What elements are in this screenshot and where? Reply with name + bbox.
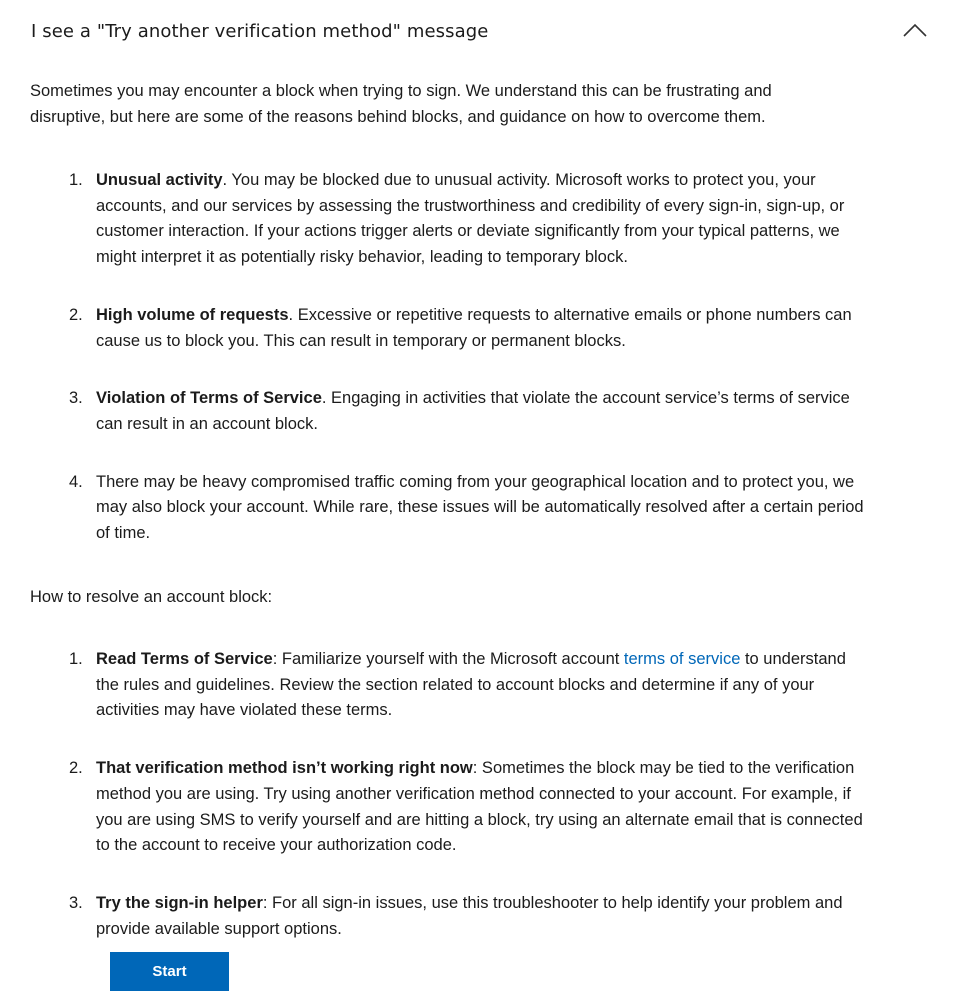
list-item xyxy=(69,891,866,942)
item-heading: Violation of Terms of Service xyxy=(96,389,322,408)
steps-list xyxy=(69,647,866,942)
item-heading: Try the sign-in helper xyxy=(96,893,263,912)
howto-heading: How to resolve an account block: xyxy=(30,588,273,606)
item-heading: Unusual activity xyxy=(96,171,223,189)
list-number: 1. xyxy=(69,650,83,668)
item-text: There may be heavy compromised traffic coming from your geographical location and to protect you, we may also block your account. While rare, these issues will be automatically resolved after a certain period of time. xyxy=(96,472,864,543)
item-text: . You may be blocked due to unusual activity. Microsoft works to protect you, your accounts, and our services by assessing the trustworthiness and credibility of every sign-in, sign-up, or customer interaction. If your actions trigger alerts or deviate significantly from your typical patterns, we might interpret it as potentially risky behavior, leading to temporary block. xyxy=(96,171,845,267)
list-item xyxy=(69,647,866,724)
item-text: : Familiarize yourself with the Microsoft account xyxy=(272,650,624,668)
list-number: 3. xyxy=(69,389,83,408)
list-number: 3. xyxy=(69,893,83,912)
item-text: : Sometimes the block may be tied to the verification method you are using. Try using another verification method connected to your account. For example, if you are using SMS to verify yourself and are hitting a block, try using an alternate email that is connected to the account to receive your authorization code. xyxy=(96,759,863,855)
list-number: 1. xyxy=(69,171,83,189)
reasons-list xyxy=(69,168,866,547)
start-button[interactable]: Start xyxy=(110,952,229,991)
list-item xyxy=(69,386,866,437)
list-number: 2. xyxy=(69,305,83,324)
item-heading: That verification method isn’t working right now xyxy=(96,759,473,778)
list-item xyxy=(69,303,866,354)
accordion-header[interactable] xyxy=(0,0,975,62)
list-item xyxy=(69,168,866,271)
list-item xyxy=(69,756,866,859)
chevron-up-icon[interactable] xyxy=(903,22,927,38)
item-text: . Engaging in activities that violate the account service’s terms of service can result in an account block. xyxy=(96,389,850,433)
list-number: 4. xyxy=(69,472,83,491)
list-item xyxy=(69,470,866,547)
item-text-after: to understand the rules and guidelines. Review the section related to account blocks and determine if any of your activities may have violated these terms. xyxy=(96,650,846,720)
intro-paragraph: Sometimes you may encounter a block when trying to sign. We understand this can be frustrating and disruptive, but here are some of the reasons behind blocks, and guidance on how to overcome them. xyxy=(30,82,772,126)
terms-of-service-link[interactable]: terms of service xyxy=(623,650,741,668)
item-heading: High volume of requests xyxy=(96,305,289,324)
item-text: . Excessive or repetitive requests to alternative emails or phone numbers can cause us to block you. This can result in temporary or permanent blocks. xyxy=(96,305,852,350)
list-number: 2. xyxy=(69,759,83,778)
item-text: : For all sign-in issues, use this troubleshooter to help identify your problem and provide available support options. xyxy=(96,893,843,938)
accordion-title[interactable]: I see a "Try another verification method" message xyxy=(31,21,489,42)
item-heading: Read Terms of Service xyxy=(96,650,273,668)
